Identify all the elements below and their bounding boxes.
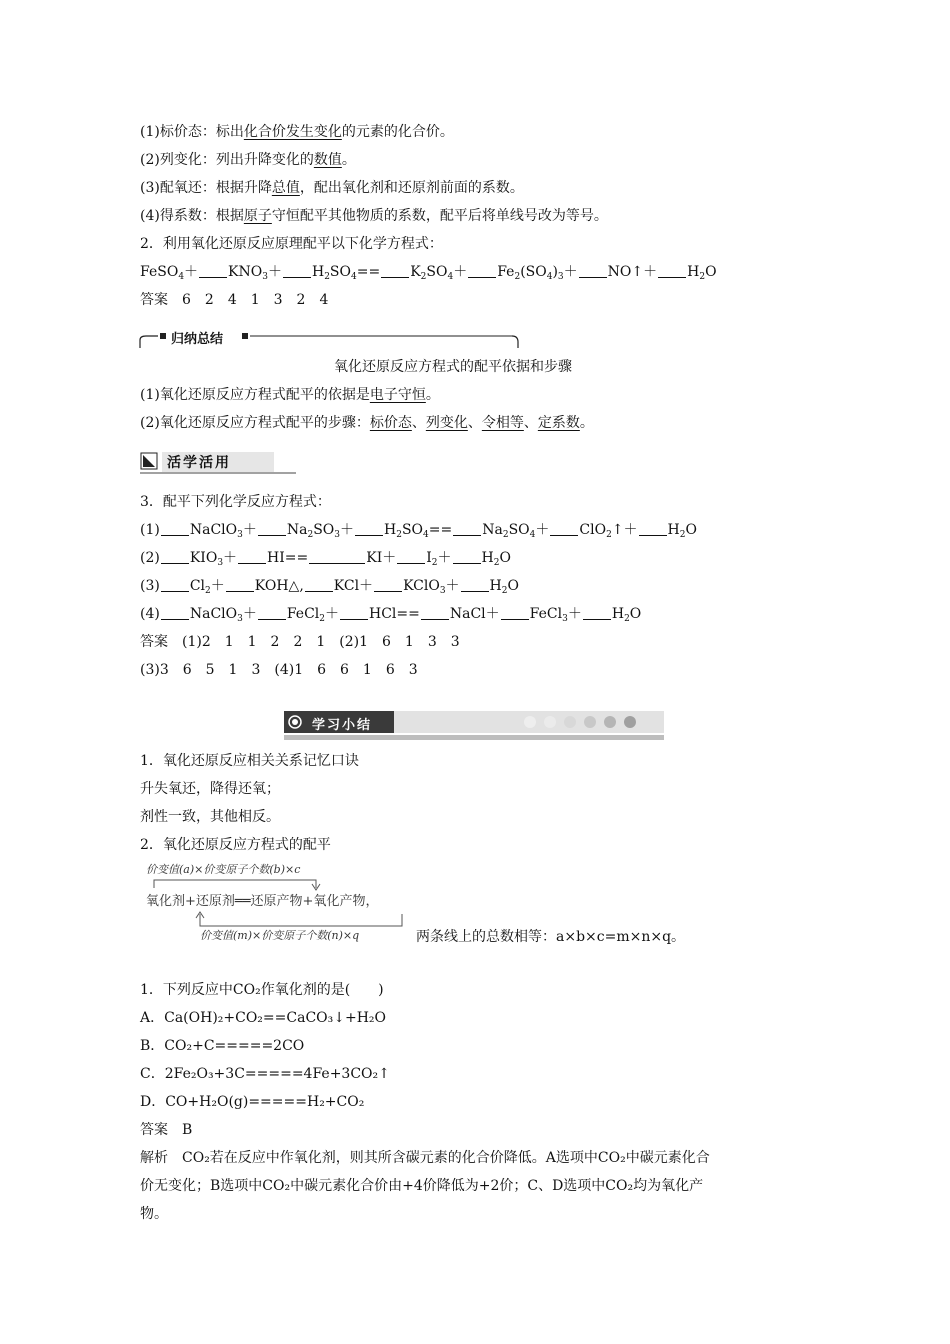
e1-title: 1．下列反应中CO₂作氧化剂的是( ) <box>140 982 384 998</box>
learn-2: 2．氧化还原反应方程式的配平 <box>140 837 331 853</box>
e1-analysis-2: 价无变化；B选项中CO₂中碳元素化合价由+4价降低为+2价；C、D选项中CO₂均为氧化产 <box>140 1178 704 1194</box>
e1-analysis-3: 物。 <box>140 1206 168 1222</box>
q3-eq-1: (1) NaClO$_3$＋ $Na_2SO_3+ H_2SO_4== Na_2SO_4+$ ClO$_2$↑＋ $H_2O$ <box>140 522 697 540</box>
summary-2: (2)氧化还原反应方程式配平的步骤：标价态、列变化、令相等、定系数。 <box>140 415 594 431</box>
step-2: (2)列变化：列出升降变化的数值。 <box>140 152 356 168</box>
e1-option-b: B．CO₂+C=====2CO <box>140 1038 305 1054</box>
q3-title: 3．配平下列化学反应方程式： <box>140 494 331 510</box>
e1-option-d: D．CO+H₂O(g)=====H₂+CO₂ <box>140 1094 365 1110</box>
e1-option-a: A．Ca(OH)₂+CO₂==CaCO₃↓+H₂O <box>140 1010 387 1026</box>
e1-analysis-1: 解析 CO₂若在反应中作氧化剂，则其所含碳元素的化合价降低。A选项中CO₂中碳元素化合 <box>140 1150 710 1166</box>
learn-1a: 升失氧还，降得还氧； <box>140 781 280 797</box>
q3-answer-2: (3)3 6 5 1 3 (4)1 6 6 1 6 3 <box>140 662 418 678</box>
q3-answer-1: 答案 (1)2 1 1 2 2 1 (2)1 6 1 3 3 <box>140 634 460 650</box>
e1-option-c: C．2Fe₂O₃+3C=====4Fe+3CO₂↑ <box>140 1066 390 1082</box>
q3-eq-4: (4) NaClO$_3$＋ FeCl$_2$＋ HCl== NaCl＋ FeCl$_3$＋ $H_2O$ <box>140 606 642 624</box>
diagram-top: 价变值(a)×价变原子个数(b)×c <box>146 863 301 876</box>
q2-answer: 答案 6 2 4 1 3 2 4 <box>140 292 329 308</box>
step-1: (1)标价态：标出化合价发生变化的元素的化合价。 <box>140 124 454 140</box>
q3-eq-3: (3) $Cl_2+$ KOH△, KCl＋ KClO$_3$＋ $H_2O$ <box>140 578 519 596</box>
diagram-bot: 价变值(m)×价变原子个数(n)×q <box>200 929 360 942</box>
step-3: (3)配氧还：根据升降总值，配出氧化剂和还原剂前面的系数。 <box>140 180 524 196</box>
learn-1: 1．氧化还原反应相关关系记忆口诀 <box>140 753 359 769</box>
step-4: (4)得系数：根据原子守恒配平其他物质的系数，配平后将单线号改为等号。 <box>140 208 608 224</box>
q3-eq-2: (2) $KIO_3+ HI== KI+ I_2+ H_2O$ <box>140 550 511 568</box>
practice-title: 活学活用 <box>167 455 231 471</box>
learn-title: 学习小结 <box>312 718 373 733</box>
summary-1: (1)氧化还原反应方程式配平的依据是电子守恒。 <box>140 387 440 403</box>
q2-equation: FeSO$_4$＋ $KNO_3+ H_2SO_4== K_2SO_4+ Fe_2(SO_4)_3+$ NO↑＋ $H_2O$ <box>140 264 717 282</box>
q2-title: 2．利用氧化还原反应原理配平以下化学方程式： <box>140 236 443 252</box>
e1-answer: 答案 B <box>140 1122 193 1138</box>
diagram-mid: 氧化剂+还原剂══还原产物+氧化产物， <box>146 894 379 909</box>
diagram-note: 两条线上的总数相等：a×b×c=m×n×q。 <box>416 929 686 945</box>
summary-box-title: 归纳总结 <box>171 332 224 347</box>
summary-heading: 氧化还原反应方程式的配平依据和步骤 <box>334 359 572 375</box>
learn-1b: 剂性一致，其他相反。 <box>140 809 280 825</box>
